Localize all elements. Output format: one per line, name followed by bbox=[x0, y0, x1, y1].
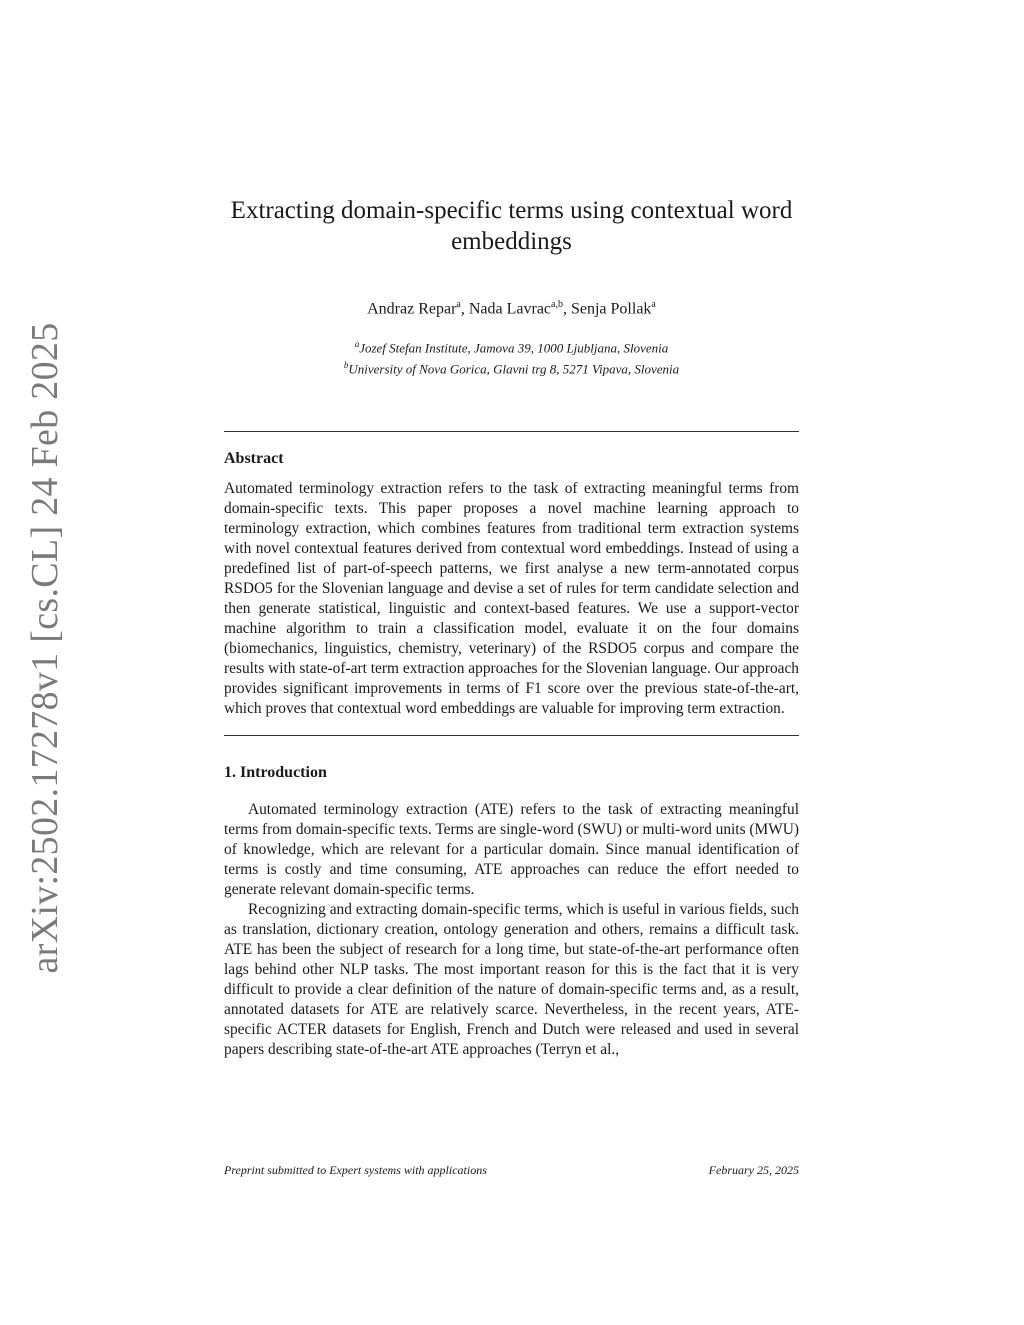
affiliation-list bbox=[224, 336, 799, 377]
author-separator: , bbox=[460, 300, 469, 318]
author-list bbox=[224, 299, 799, 318]
affiliation-text: Jozef Stefan Institute, Jamova 39, 1000 Ljubljana, Slovenia bbox=[359, 340, 669, 356]
affiliation-mark: a bbox=[354, 339, 360, 350]
author-affil-mark: a bbox=[651, 299, 656, 310]
affiliation bbox=[224, 357, 799, 377]
paragraph: Recognizing and extracting domain-specific terms, which is useful in various fields, such as translation, dictionary creation, ontology generation and others, remains a difficult task. ATE has been the subject of research for a long time, but state-of-the-art performance often lags behind other NLP tasks. The most important reason for this is the fact that it is very difficult to provide a clear definition of the nature of domain-specific terms and, as a result, annotated datasets for ATE are relatively scarce. Nevertheless, in the recent years, ATE-specific ACTER datasets for English, French and Dutch were released and used in several papers describing state-of-the-art ATE approaches (Terryn et al., bbox=[224, 900, 799, 1058]
footer-date: February 25, 2025 bbox=[708, 1163, 799, 1177]
author-separator: , bbox=[562, 300, 571, 318]
affiliation bbox=[224, 336, 799, 356]
arxiv-identifier: arXiv:2502.17278v1 [cs.CL] 24 Feb 2025 bbox=[24, 322, 66, 973]
author-affil-mark: a,b bbox=[551, 299, 563, 310]
section-heading-introduction: 1. Introduction bbox=[224, 763, 327, 781]
author-name: Senja Pollak bbox=[570, 300, 652, 318]
author-name: Andraz Repar bbox=[367, 300, 457, 318]
abstract-text: Automated terminology extraction refers to the task of extracting meaningful terms from domain-specific texts. This paper proposes a novel machine learning approach to terminology extraction, which combines features from traditional term extraction systems with novel contextual features derived from contextual word embeddings. Instead of using a predefined list of part-of-speech patterns, we first analyse a new term-annotated corpus RSDO5 for the Slovenian language and devise a set of rules for term candidate selection and then generate statistical, linguistic and context-based features. We use a support-vector machine algorithm to train a classification model, evaluate it on the four domains (biomechanics, linguistics, chemistry, veterinary) of the RSDO5 corpus and compare the results with state-of-art term extraction approaches for the Slovenian language. Our approach provides significant improvements in terms of F1 score over the previous state-of-the-art, which proves that contextual word embeddings are valuable for improving term extraction. bbox=[224, 479, 799, 717]
arxiv-sidebar bbox=[20, 322, 70, 973]
paper-page bbox=[224, 195, 799, 1060]
paper-title: Extracting domain-specific terms using contextual word embeddings bbox=[230, 197, 793, 255]
author-name: Nada Lavrac bbox=[468, 300, 552, 318]
page-footer bbox=[224, 1163, 799, 1178]
introduction-body bbox=[224, 800, 799, 1060]
abstract-heading: Abstract bbox=[224, 449, 284, 467]
paragraph: Automated terminology extraction (ATE) refers to the task of extracting meaningful terms from domain-specific texts. Terms are single-word (SWU) or multi-word units (MWU) of knowledge, which are relevant for a particular domain. Since manual identification of terms is costly and time consuming, ATE approaches can reduce the effort needed to generate relevant domain-specific terms. bbox=[224, 800, 799, 898]
footer-submission-note: Preprint submitted to Expert systems with applications bbox=[224, 1163, 487, 1177]
affiliation-mark: b bbox=[343, 359, 349, 370]
abstract-top-rule bbox=[224, 431, 799, 432]
abstract-bottom-rule bbox=[224, 735, 799, 736]
affiliation-text: University of Nova Gorica, Glavni trg 8, 5271 Vipava, Slovenia bbox=[348, 360, 680, 376]
author-affil-mark: a bbox=[456, 299, 461, 310]
